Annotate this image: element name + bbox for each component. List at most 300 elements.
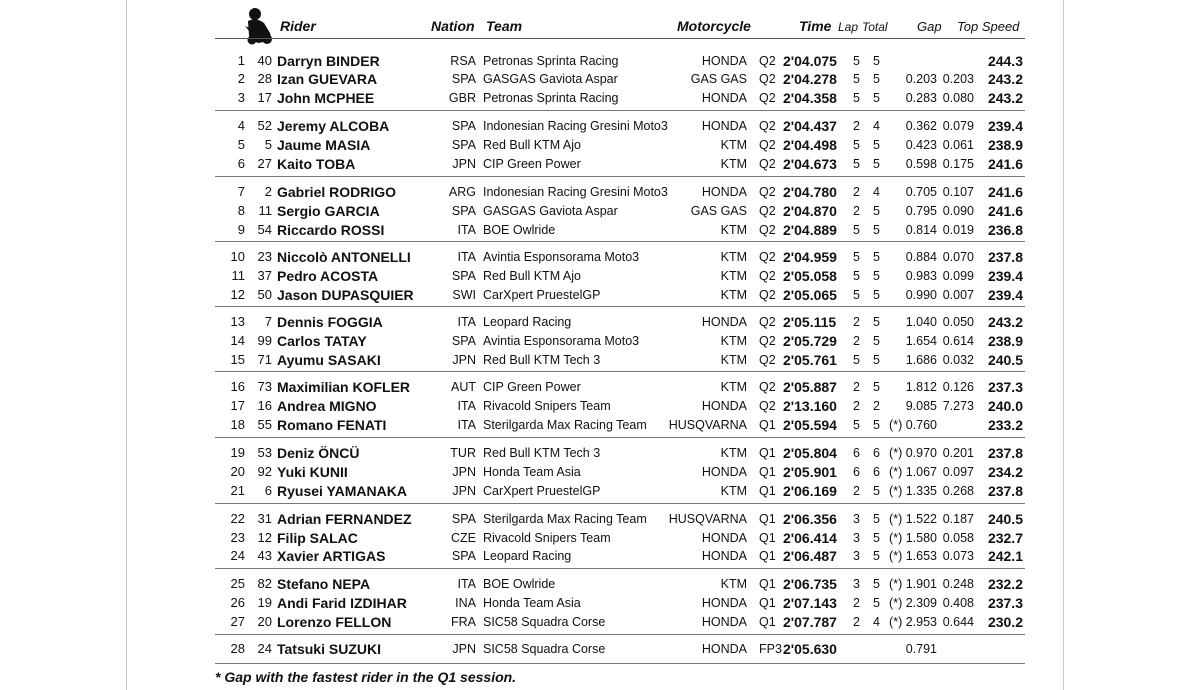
cell-position: 1 [237,53,245,68]
cell-bike-number: 71 [257,352,272,367]
cell-rider-name: Andrea MIGNO [277,398,377,414]
cell-nation: FRA [451,615,476,629]
cell-gap-previous: 0.090 [942,204,974,218]
cell-top-speed: 238.9 [987,137,1023,153]
cell-team: Honda Team Asia [483,596,581,610]
cell-gap-first: 1.654 [905,334,937,348]
cell-lap: 5 [853,250,860,264]
cell-position: 10 [230,249,245,264]
cell-nation: AUT [451,380,476,394]
cell-lap-time: 2'04.673 [783,156,837,172]
cell-lap-time: 2'04.889 [783,222,837,238]
cell-team: Rivacold Snipers Team [483,531,611,545]
cell-gap-first: 0.362 [905,119,937,133]
table-row [0,416,1200,434]
cell-lap-time: 2'13.160 [783,398,837,414]
cell-position: 16 [230,379,245,394]
cell-gap-previous: 0.175 [942,157,974,171]
cell-lap-time: 2'05.594 [783,417,837,433]
cell-top-speed: 243.2 [987,314,1023,330]
table-row [0,351,1200,369]
cell-session: Q2 [759,269,776,283]
cell-team: Honda Team Asia [483,465,581,479]
cell-total-laps: 5 [873,512,880,526]
cell-nation: SPA [451,269,476,283]
cell-team: Petronas Sprinta Racing [483,91,619,105]
cell-top-speed: 232.2 [987,576,1023,592]
cell-gap-first: 0.423 [905,138,937,152]
cell-motorcycle: HONDA [701,185,747,199]
cell-motorcycle: KTM [720,157,747,171]
cell-position: 3 [237,90,245,105]
cell-gap-first: 9.085 [905,399,937,413]
cell-bike-number: 92 [257,464,272,479]
cell-position: 12 [230,287,245,302]
cell-gap-first: 0.598 [905,157,937,171]
cell-session: Q2 [759,72,776,86]
cell-lap-time: 2'04.959 [783,249,837,265]
table-row [0,202,1200,220]
group-divider [215,568,1025,569]
cell-gap-first: (*) 1.580 [889,531,937,545]
cell-lap-time: 2'05.065 [783,287,837,303]
cell-lap: 5 [853,91,860,105]
table-row [0,70,1200,88]
group-divider [215,306,1025,307]
cell-bike-number: 6 [264,483,272,498]
cell-rider-name: Sergio GARCIA [277,203,380,219]
cell-team: GASGAS Gaviota Aspar [483,204,618,218]
cell-position: 4 [237,118,245,133]
cell-gap-previous: 0.032 [942,353,974,367]
cell-nation: JPN [452,465,476,479]
cell-top-speed: 237.3 [987,595,1023,611]
cell-motorcycle: KTM [720,288,747,302]
cell-bike-number: 23 [257,249,272,264]
cell-top-speed: 239.4 [987,268,1023,284]
cell-position: 22 [230,511,245,526]
cell-lap-time: 2'05.887 [783,379,837,395]
cell-session: Q2 [759,334,776,348]
cell-bike-number: 53 [257,445,272,460]
cell-lap-time: 2'04.780 [783,184,837,200]
cell-lap: 2 [853,204,860,218]
cell-motorcycle: KTM [720,484,747,498]
cell-rider-name: Filip SALAC [277,530,358,546]
cell-lap: 2 [853,484,860,498]
cell-position: 14 [230,333,245,348]
cell-top-speed: 234.2 [987,464,1023,480]
table-row [0,89,1200,107]
cell-nation: ITA [457,577,476,591]
group-divider [215,110,1025,111]
cell-gap-previous: 0.058 [942,531,974,545]
cell-gap-previous: 7.273 [942,399,974,413]
table-row [0,463,1200,481]
cell-nation: SPA [451,512,476,526]
cell-rider-name: Gabriel RODRIGO [277,184,397,200]
cell-session: Q1 [759,446,776,460]
cell-lap: 5 [853,353,860,367]
cell-bike-number: 20 [257,614,272,629]
cell-position: 24 [230,548,245,563]
table-row [0,547,1200,565]
cell-rider-name: Jason DUPASQUIER [277,287,414,303]
cell-position: 19 [230,445,245,460]
cell-nation: SWI [452,288,476,302]
table-row [0,640,1200,658]
cell-rider-name: Yuki KUNII [277,464,348,480]
cell-total-laps: 5 [873,250,880,264]
cell-total-laps: 5 [873,315,880,329]
cell-session: Q1 [759,577,776,591]
cell-nation: SPA [451,72,476,86]
cell-session: Q2 [759,119,776,133]
cell-gap-first: 0.203 [905,72,937,86]
cell-bike-number: 28 [257,71,272,86]
cell-gap-first: 0.983 [905,269,937,283]
cell-gap-first: 1.812 [905,380,937,394]
cell-gap-previous: 0.073 [942,549,974,563]
cell-position: 17 [230,398,245,413]
cell-motorcycle: KTM [720,353,747,367]
cell-total-laps: 4 [873,615,880,629]
cell-top-speed: 241.6 [987,184,1023,200]
cell-bike-number: 73 [257,379,272,394]
cell-nation: JPN [452,353,476,367]
cell-position: 9 [237,222,245,237]
cell-session: Q1 [759,549,776,563]
cell-team: Rivacold Snipers Team [483,399,611,413]
cell-gap-first: 0.884 [905,250,937,264]
cell-lap: 3 [853,512,860,526]
cell-gap-first: (*) 2.309 [889,596,937,610]
cell-top-speed: 240.5 [987,352,1023,368]
cell-top-speed: 237.8 [987,445,1023,461]
cell-total-laps: 4 [873,119,880,133]
cell-position: 2 [237,71,245,86]
cell-gap-previous: 0.050 [942,315,974,329]
cell-total-laps: 5 [873,596,880,610]
cell-motorcycle: HONDA [701,315,747,329]
cell-lap-time: 2'04.075 [783,53,837,69]
cell-total-laps: 5 [873,334,880,348]
cell-nation: JPN [452,157,476,171]
cell-top-speed: 233.2 [987,417,1023,433]
cell-position: 26 [230,595,245,610]
cell-session: Q1 [759,484,776,498]
cell-bike-number: 2 [264,184,272,199]
cell-motorcycle: HONDA [701,465,747,479]
header-top-speed: Top Speed [957,19,1020,34]
cell-session: Q1 [759,531,776,545]
table-row [0,183,1200,201]
cell-top-speed: 244.3 [987,53,1023,69]
cell-gap-first: 0.814 [905,223,937,237]
cell-session: Q2 [759,399,776,413]
cell-nation: SPA [451,334,476,348]
cell-top-speed: 232.7 [987,530,1023,546]
cell-motorcycle: KTM [720,223,747,237]
cell-total-laps: 5 [873,549,880,563]
cell-total-laps: 5 [873,54,880,68]
cell-gap-previous: 0.248 [942,577,974,591]
cell-gap-first: 0.990 [905,288,937,302]
cell-gap-first: (*) 1.653 [889,549,937,563]
group-divider [215,437,1025,438]
header-divider [215,38,1025,39]
cell-nation: CZE [451,531,476,545]
cell-bike-number: 27 [257,156,272,171]
cell-lap: 5 [853,54,860,68]
cell-team: Sterilgarda Max Racing Team [483,512,647,526]
cell-lap: 2 [853,119,860,133]
cell-bike-number: 82 [257,576,272,591]
cell-session: Q1 [759,465,776,479]
cell-nation: GBR [448,91,476,105]
cell-nation: RSA [450,54,476,68]
cell-gap-previous: 0.644 [942,615,974,629]
cell-gap-first: 1.040 [905,315,937,329]
cell-lap: 3 [853,531,860,545]
cell-nation: JPN [452,642,476,656]
cell-lap: 5 [853,138,860,152]
cell-session: Q2 [759,54,776,68]
cell-lap-time: 2'04.498 [783,137,837,153]
cell-bike-number: 24 [257,641,272,656]
cell-motorcycle: GAS GAS [690,72,747,86]
cell-gap-first: (*) 1.522 [889,512,937,526]
cell-rider-name: Kaito TOBA [277,156,356,172]
cell-team: Indonesian Racing Gresini Moto3 [483,119,668,133]
cell-gap-first: (*) 1.067 [889,465,937,479]
cell-rider-name: Niccolò ANTONELLI [277,249,411,265]
cell-team: Avintia Esponsorama Moto3 [483,250,640,264]
table-row [0,155,1200,173]
cell-position: 21 [230,483,245,498]
cell-lap: 2 [853,399,860,413]
cell-session: Q2 [759,353,776,367]
cell-team: CIP Green Power [483,380,581,394]
cell-rider-name: Xavier ARTIGAS [277,548,386,564]
cell-lap: 2 [853,185,860,199]
group-divider [215,241,1025,242]
cell-rider-name: Jaume MASIA [277,137,371,153]
cell-position: 11 [231,268,245,283]
cell-rider-name: Pedro ACOSTA [277,268,379,284]
cell-total-laps: 6 [873,465,880,479]
cell-session: Q1 [759,512,776,526]
cell-bike-number: 17 [257,90,272,105]
cell-nation: SPA [451,549,476,563]
cell-gap-first: (*) 0.970 [889,446,937,460]
cell-gap-previous: 0.061 [942,138,974,152]
cell-lap-time: 2'06.487 [783,548,837,564]
cell-bike-number: 16 [257,398,272,413]
cell-gap-previous: 0.203 [942,72,974,86]
cell-bike-number: 19 [257,595,272,610]
cell-gap-previous: 0.201 [942,446,974,460]
cell-lap-time: 2'05.761 [783,352,837,368]
cell-gap-first: 0.791 [905,642,937,656]
cell-team: Red Bull KTM Tech 3 [483,353,601,367]
cell-session: Q2 [759,204,776,218]
cell-motorcycle: HONDA [701,596,747,610]
cell-gap-first: (*) 1.335 [889,484,937,498]
table-row [0,52,1200,70]
cell-total-laps: 5 [873,288,880,302]
cell-lap: 2 [853,380,860,394]
cell-bike-number: 52 [257,118,272,133]
cell-motorcycle: HONDA [701,54,747,68]
cell-motorcycle: KTM [720,380,747,394]
cell-lap-time: 2'05.115 [783,314,837,330]
cell-session: Q2 [759,138,776,152]
cell-team: CarXpert PruestelGP [483,484,601,498]
table-row [0,286,1200,304]
cell-top-speed: 230.2 [987,614,1023,630]
cell-lap-time: 2'06.414 [783,530,837,546]
cell-team: Petronas Sprinta Racing [483,54,619,68]
cell-lap-time: 2'05.804 [783,445,837,461]
cell-position: 8 [237,203,245,218]
cell-motorcycle: HONDA [701,91,747,105]
table-row [0,482,1200,500]
cell-session: Q2 [759,91,776,105]
cell-position: 7 [237,184,245,199]
cell-session: Q2 [759,250,776,264]
cell-bike-number: 37 [257,268,272,283]
cell-gap-previous: 0.268 [942,484,974,498]
header-team: Team [486,18,523,34]
header-motorcycle: Motorcycle [677,18,751,34]
cell-bike-number: 7 [264,314,272,329]
cell-total-laps: 5 [873,577,880,591]
cell-bike-number: 55 [257,417,272,432]
table-row [0,594,1200,612]
cell-total-laps: 5 [873,380,880,394]
cell-gap-previous: 0.080 [942,91,974,105]
cell-session: Q2 [759,315,776,329]
cell-nation: ITA [457,315,476,329]
header-rider: Rider [280,18,316,34]
cell-top-speed: 239.4 [987,287,1023,303]
cell-top-speed: 241.6 [987,203,1023,219]
cell-motorcycle: GAS GAS [690,204,747,218]
cell-lap: 5 [853,72,860,86]
cell-lap-time: 2'06.356 [783,511,837,527]
header-time: Time [799,18,832,34]
cell-bike-number: 99 [257,333,272,348]
cell-total-laps: 5 [873,484,880,498]
cell-rider-name: Ayumu SASAKI [277,352,381,368]
group-divider [215,634,1025,635]
cell-lap-time: 2'06.735 [783,576,837,592]
cell-lap-time: 2'05.058 [783,268,837,284]
table-row [0,221,1200,239]
cell-top-speed: 237.3 [987,379,1023,395]
cell-total-laps: 2 [873,399,880,413]
cell-lap: 6 [853,465,860,479]
cell-position: 18 [230,417,245,432]
cell-motorcycle: HUSQVARNA [668,418,747,432]
table-row [0,397,1200,415]
cell-session: Q2 [759,288,776,302]
cell-session: Q1 [759,615,776,629]
cell-motorcycle: KTM [720,138,747,152]
cell-rider-name: Deniz ÖNCÜ [277,445,360,461]
cell-motorcycle: KTM [720,577,747,591]
cell-total-laps: 5 [873,269,880,283]
cell-lap: 2 [853,615,860,629]
cell-lap-time: 2'07.787 [783,614,837,630]
cell-top-speed: 241.6 [987,156,1023,172]
cell-team: Leopard Racing [483,549,572,563]
group-divider [215,663,1025,664]
cell-total-laps: 5 [873,353,880,367]
cell-team: Leopard Racing [483,315,572,329]
cell-team: Red Bull KTM Ajo [483,138,581,152]
cell-position: 23 [230,530,245,545]
cell-rider-name: Jeremy ALCOBA [277,118,390,134]
cell-rider-name: Stefano NEPA [277,576,371,592]
cell-total-laps: 4 [873,185,880,199]
cell-rider-name: Ryusei YAMANAKA [277,483,407,499]
cell-session: FP3 [759,642,782,656]
cell-team: SIC58 Squadra Corse [483,642,606,656]
table-row [0,378,1200,396]
cell-bike-number: 11 [258,203,272,218]
cell-gap-previous: 0.019 [942,223,974,237]
cell-motorcycle: HONDA [701,642,747,656]
cell-rider-name: Lorenzo FELLON [277,614,392,630]
cell-gap-first: 0.705 [905,185,937,199]
cell-bike-number: 5 [264,137,272,152]
cell-total-laps: 5 [873,91,880,105]
cell-team: BOE Owlride [483,223,556,237]
cell-nation: INA [455,596,476,610]
cell-team: Red Bull KTM Ajo [483,269,581,283]
cell-nation: JPN [452,484,476,498]
group-divider [215,503,1025,504]
table-row [0,136,1200,154]
cell-rider-name: Riccardo ROSSI [277,222,385,238]
table-row [0,510,1200,528]
header-lap: Lap [838,20,859,34]
cell-bike-number: 40 [257,53,272,68]
cell-top-speed: 242.1 [987,548,1023,564]
table-row [0,613,1200,631]
cell-lap-time: 2'06.169 [783,483,837,499]
cell-lap: 2 [853,334,860,348]
cell-rider-name: Izan GUEVARA [277,71,378,87]
cell-rider-name: Andi Farid IZDIHAR [277,595,407,611]
cell-nation: SPA [451,204,476,218]
cell-rider-name: Carlos TATAY [277,333,367,349]
cell-gap-previous: 0.614 [942,334,974,348]
cell-lap-time: 2'04.358 [783,90,837,106]
cell-position: 13 [230,314,245,329]
cell-top-speed: 237.8 [987,249,1023,265]
cell-gap-previous: 0.007 [942,288,974,302]
cell-nation: TUR [450,446,476,460]
cell-rider-name: Romano FENATI [277,417,387,433]
table-row [0,529,1200,547]
cell-nation: ARG [448,185,476,199]
table-row [0,332,1200,350]
cell-motorcycle: HONDA [701,549,747,563]
cell-gap-first: (*) 2.953 [889,615,937,629]
